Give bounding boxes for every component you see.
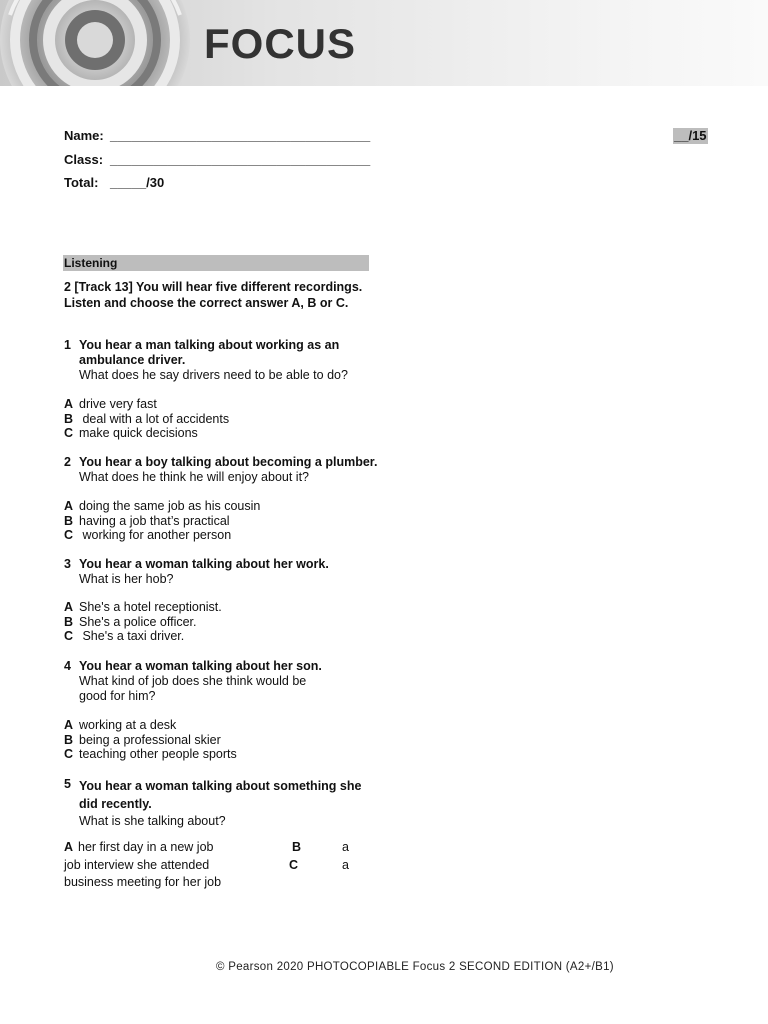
question-prompt: You hear a man talking about working as an [79,338,340,352]
option-c-text-end[interactable]: business meeting for her job [64,875,222,889]
question-prompt: did recently. [79,797,152,811]
question-text: What does he say drivers need to be able to do? [79,368,348,382]
question-text: good for him? [79,689,156,703]
page-footer: © Pearson 2020 PHOTOCOPIABLE Focus 2 SECOND EDITION (A2+/B1) [216,961,614,973]
answer-options-2 [64,499,260,543]
question-1 [79,338,379,383]
answer-options-3 [64,600,222,644]
answer-options-4 [64,718,237,762]
total-label: Total: [64,175,99,190]
option-c[interactable]: C teaching other people sports [64,747,237,762]
instruction-line-1: 2 [Track 13] You will hear five different recordings. [64,280,363,294]
option-a[interactable]: A working at a desk [64,718,177,732]
option-a[interactable]: A doing the same job as his cousin [64,499,261,513]
option-a-text[interactable]: her first day in a new job [78,840,214,854]
option-b-letter: B [292,840,302,854]
question-text: What is her hob? [79,572,174,586]
question-number: 3 [64,557,71,571]
question-3 [79,557,379,587]
option-c[interactable]: C She's a taxi driver. [64,629,185,644]
option-c-text-start[interactable]: a [342,858,349,872]
name-field [64,128,370,143]
name-label: Name: [64,128,104,143]
question-prompt: You hear a woman talking about something she [79,779,362,793]
name-blank[interactable]: ____________________________________ [110,128,371,143]
option-a[interactable]: A She's a hotel receptionist. [64,600,222,614]
option-b[interactable]: B She's a police officer. [64,614,197,629]
option-b[interactable]: B being a professional skier [64,732,221,747]
question-5 [79,777,379,829]
option-a-letter: A [64,840,74,854]
option-b-text-end[interactable]: job interview she attended [64,858,210,872]
question-number: 1 [64,338,71,352]
question-prompt: You hear a boy talking about becoming a plumber. [79,455,378,469]
class-blank[interactable]: ____________________________________ [110,152,371,167]
brand-title: FOCUS [204,20,356,67]
option-c[interactable]: C make quick decisions [64,426,198,441]
class-field [64,152,370,167]
section-heading: Listening [63,255,369,271]
option-b[interactable]: B having a job that’s practical [64,513,230,528]
total-score-blank[interactable]: _____/30 [110,175,165,190]
question-number: 4 [64,659,71,673]
question-2 [79,455,379,485]
focus-logo-graphic [0,0,200,86]
option-c[interactable]: C working for another person [64,528,232,543]
question-prompt: You hear a woman talking about her work. [79,557,329,571]
instructions [64,279,362,311]
question-prompt: ambulance driver. [79,353,186,367]
option-c-letter: C [289,858,299,872]
question-text: What is she talking about? [79,814,226,828]
instruction-line-2: Listen and choose the correct answer A, B or C. [64,296,349,310]
question-prompt: You hear a woman talking about her son. [79,659,322,673]
question-text: What kind of job does she think would be [79,674,307,688]
answer-options-1 [64,397,229,441]
total-field [64,175,164,190]
option-b-text-start[interactable]: a [342,840,349,854]
page-header [0,0,768,86]
class-label: Class: [64,152,104,167]
question-number: 2 [64,455,71,469]
section-score-box[interactable]: __/15 [674,128,707,143]
option-b[interactable]: B deal with a lot of accidents [64,411,230,426]
question-number: 5 [64,777,71,791]
option-a[interactable]: A drive very fast [64,397,157,411]
question-text: What does he think he will enjoy about it? [79,470,309,484]
question-4 [79,659,379,704]
